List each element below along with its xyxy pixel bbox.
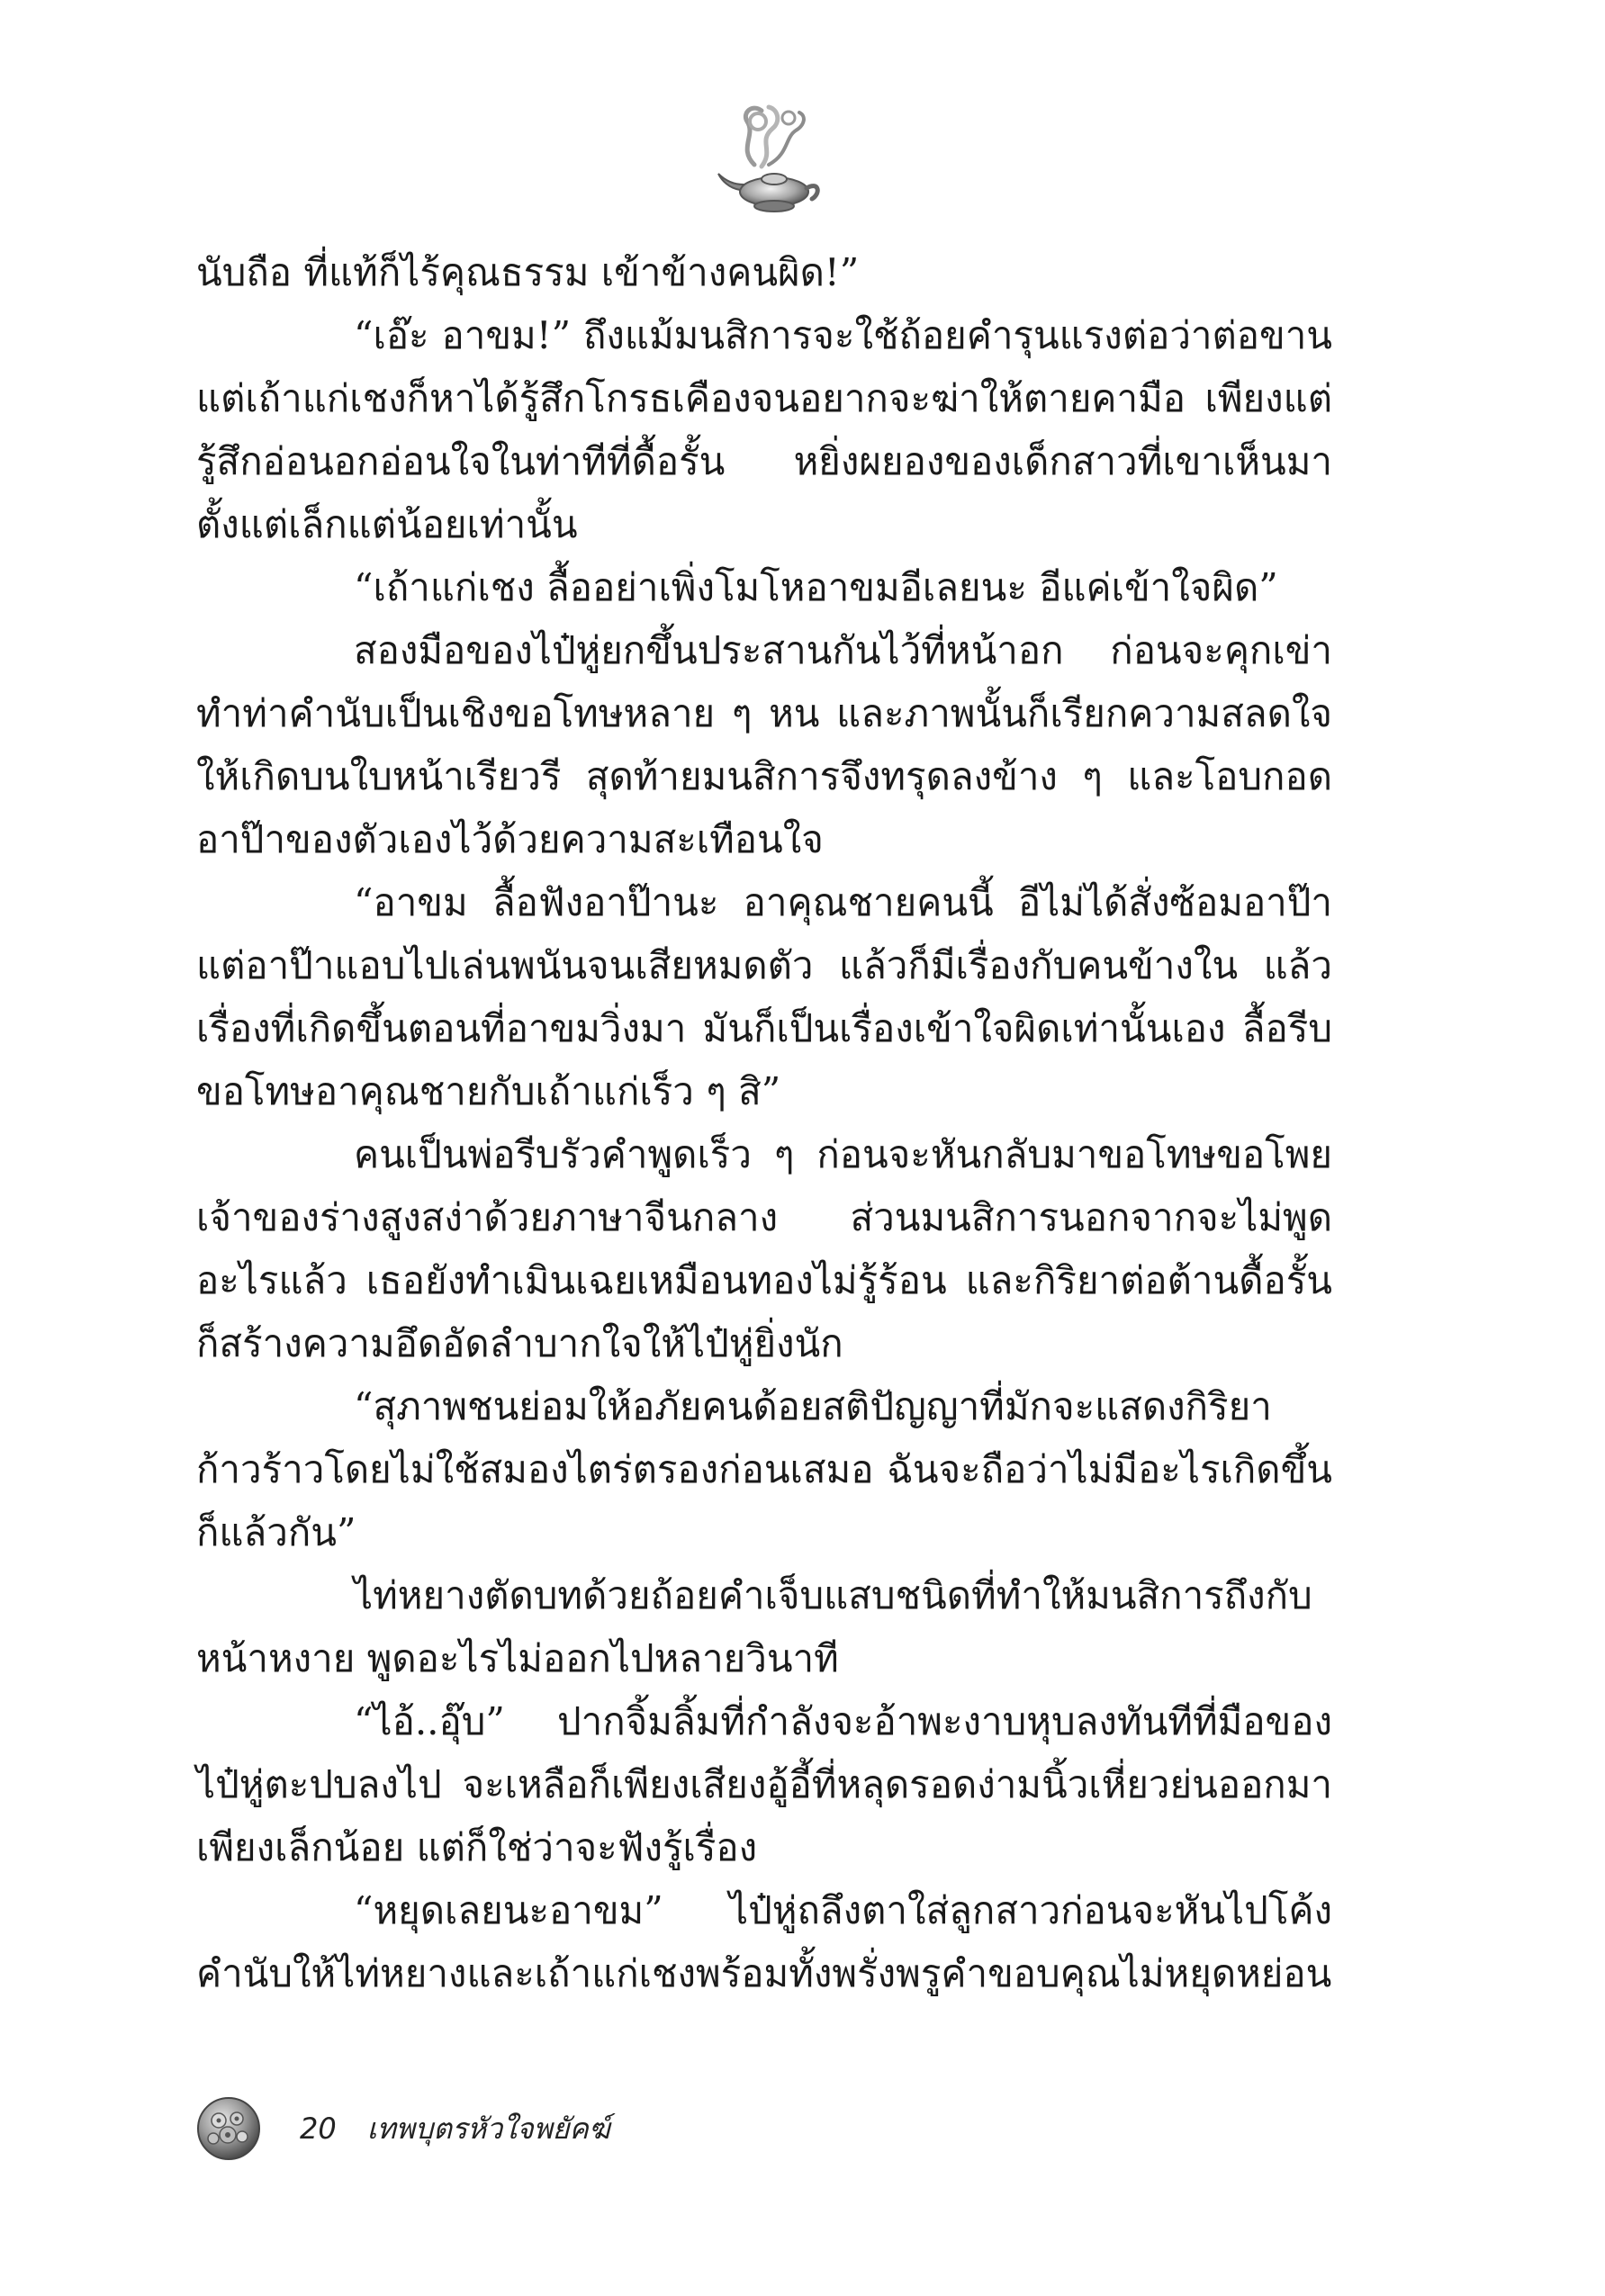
paragraph: ไท่หยางตัดบทด้วยถ้อยคำเจ็บแสบชนิดที่ทำให้มนสิการถึงกับหน้าหงาย พูดอะไรไม่ออกไปหลายวินาที (196, 1573, 1312, 1680)
paragraph: สองมือของไป๋หู่ยกขึ้นประสานกันไว้ที่หน้าอก ก่อนจะคุกเข่าทำท่าคำนับเป็นเชิงขอโทษหลาย ๆ หน และภาพนั้นก็เรียกความสลดใจให้เกิดบนใบหน้าเรียวรี สุดท้ายมนสิการจึงทรุดลงข้าง ๆ และโอบกอดอาป๊าของตัวเองไว้ด้วยความสะเทือนใจ (196, 628, 1332, 861)
paragraph: “ไอ้..อุ๊บ” ปากจิ้มลิ้มที่กำลังจะอ้าพะงาบหุบลงทันทีที่มือของไป๋หู่ตะปบลงไป จะเหลือก็เพียงเสียงอู้อี้ที่หลุดรอดง่ามนิ้วเหี่ยวย่นออกมาเพียงเล็กน้อย แต่ก็ใช่ว่าจะฟังรู้เรื่อง (196, 1699, 1332, 1869)
paragraph: “อาขม ลื้อฟังอาป๊านะ อาคุณชายคนนี้ อีไม่ได้สั่งซ้อมอาป๊า แต่อาป๊าแอบไปเล่นพนันจนเสียหมดตัว แล้วก็มีเรื่องกับคนข้างใน แล้วเรื่องที่เกิดขึ้นตอนที่อาขมวิ่งมา มันก็เป็นเรื่องเข้าใจผิดเท่านั้นเอง ลื้อรีบขอโทษอาคุณชายกับเถ้าแก่เร็ว ๆ สิ” (196, 880, 1332, 1113)
floral-ornament-icon (194, 2093, 264, 2164)
page-number: 20 (300, 2111, 337, 2146)
paragraph: “สุภาพชนย่อมให้อภัยคนด้อยสติปัญญาที่มักจะแสดงกิริยาก้าวร้าวโดยไม่ใช้สมองไตร่ตรองก่อนเสมอ ฉันจะถือว่าไม่มีอะไรเกิดขึ้นก็แล้วกัน” (196, 1384, 1332, 1554)
genie-lamp-ornament-icon (702, 95, 837, 230)
paragraph: คนเป็นพ่อรีบรัวคำพูดเร็ว ๆ ก่อนจะหันกลับมาขอโทษขอโพยเจ้าของร่างสูงสง่าด้วยภาษาจีนกลาง ส่วนมนสิการนอกจากจะไม่พูดอะไรแล้ว เธอยังทำเมินเฉยเหมือนทองไม่รู้ร้อน และกิริยาต่อต้านดื้อรั้นก็สร้างความอึดอัดลำบากใจให้ไป๋หู่ยิ่งนัก (196, 1132, 1332, 1365)
paragraph: “หยุดเลยนะอาขม” ไป๋หู่ถลึงตาใส่ลูกสาวก่อนจะหันไปโค้งคำนับให้ไท่หยางและเถ้าแก่เชงพร้อมทั้งพรั่งพรูคำขอบคุณไม่หยุดหย่อน (196, 1888, 1332, 1995)
page-footer (194, 2093, 610, 2165)
body-text (196, 241, 1332, 2005)
book-title: เทพบุตรหัวใจพยัคฆ์ (366, 2111, 610, 2146)
paragraph: นับถือ ที่แท้ก็ไร้คุณธรรม เข้าข้างคนผิด!” (196, 250, 860, 294)
paragraph: “เอ๊ะ อาขม!” ถึงแม้มนสิการจะใช้ถ้อยคำรุนแรงต่อว่าต่อขาน แต่เถ้าแก่เชงก็หาได้รู้สึกโกรธเคืองจนอยากจะฆ่าให้ตายคามือ เพียงแต่รู้สึกอ่อนอกอ่อนใจในท่าทีที่ดื้อรั้น หยิ่งผยองของเด็กสาวที่เขาเห็นมาตั้งแต่เล็กแต่น้อยเท่านั้น (196, 313, 1332, 546)
paragraph: “เถ้าแก่เชง ลื้ออย่าเพิ่งโมโหอาขมอีเลยนะ อีแค่เข้าใจผิด” (354, 565, 1278, 609)
